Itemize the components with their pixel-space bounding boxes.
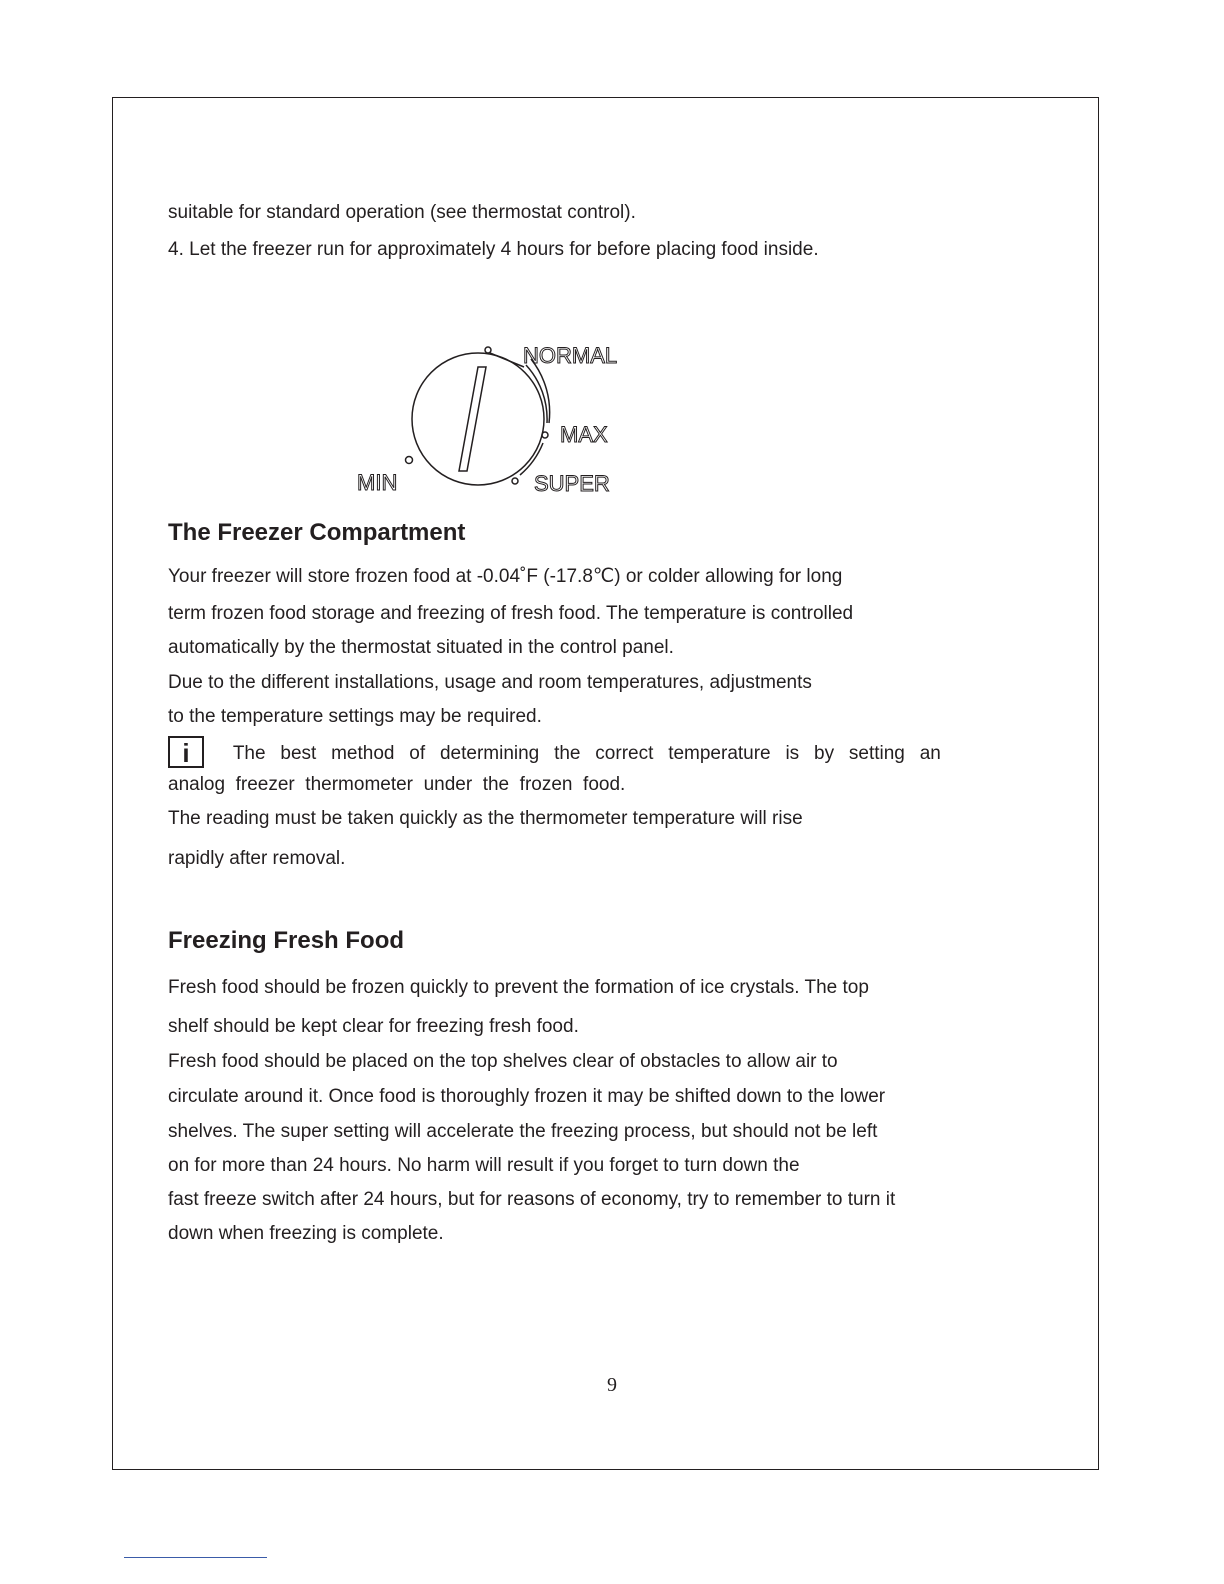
info-word: temperature: [668, 743, 771, 764]
info-line-2: analog freezer thermometer under the frozen food.: [168, 774, 626, 795]
normal-indicator-dot: [485, 347, 491, 353]
info-word: is: [785, 743, 800, 764]
intro-line-1: suitable for standard operation (see thermostat control).: [168, 202, 636, 223]
info-word: correct: [595, 743, 654, 764]
intro-line-2: 4. Let the freezer run for approximately 4 hours for before placing food inside.: [168, 239, 819, 260]
freezer-line-1: Your freezer will store frozen food at -0.04˚F (-17.8℃) or colder allowing for long: [168, 566, 843, 587]
page-number: 9: [607, 1374, 617, 1396]
freezer-line-2: term frozen food storage and freezing of fresh food. The temperature is controlled: [168, 603, 854, 624]
fresh-line-2: shelf should be kept clear for freezing fresh food.: [168, 1016, 579, 1037]
info-word: method: [331, 743, 395, 764]
super-label: SUPER: [534, 471, 610, 496]
freezer-line-5: to the temperature settings may be required.: [168, 706, 542, 727]
fresh-line-4: circulate around it. Once food is thoroughly frozen it may be shifted down to the lower: [168, 1086, 886, 1107]
info-icon: i: [168, 736, 204, 768]
dial-knob: [412, 353, 544, 485]
fresh-line-5: shelves. The super setting will accelerate the freezing process, but should not be left: [168, 1121, 878, 1142]
info-word: The: [232, 743, 266, 764]
info-word: best: [280, 743, 317, 764]
fresh-line-1: Fresh food should be frozen quickly to prevent the formation of ice crystals. The top: [168, 977, 869, 998]
normal-label: NORMAL: [523, 343, 618, 368]
freezer-line-3: automatically by the thermostat situated in the control panel.: [168, 637, 674, 658]
freezer-after-line-2: rapidly after removal.: [168, 848, 346, 869]
fresh-line-3: Fresh food should be placed on the top shelves clear of obstacles to allow air to: [168, 1051, 838, 1072]
fresh-line-6: on for more than 24 hours. No harm will result if you forget to turn down the: [168, 1155, 800, 1176]
footer-rule: [124, 1557, 267, 1558]
normal-leader-line: [490, 353, 524, 367]
info-note: [168, 738, 941, 770]
freezer-compartment-heading: The Freezer Compartment: [168, 519, 466, 546]
freezer-line-4: Due to the different installations, usage and room temperatures, adjustments: [168, 672, 812, 693]
fresh-line-8: down when freezing is complete.: [168, 1223, 444, 1244]
freezer-after-line-1: The reading must be taken quickly as the thermometer temperature will rise: [168, 808, 803, 829]
min-label: MIN: [357, 470, 398, 495]
dial-pointer: [459, 367, 486, 471]
info-word: by: [814, 743, 835, 764]
max-indicator-dot: [542, 432, 548, 438]
max-label: MAX: [560, 422, 608, 447]
super-indicator-dot: [512, 478, 518, 484]
info-word: determining: [439, 743, 540, 764]
info-word: of: [409, 743, 426, 764]
thermostat-dial-diagram: [350, 335, 640, 500]
info-word: setting: [848, 743, 905, 764]
freezing-fresh-food-heading: Freezing Fresh Food: [168, 927, 405, 954]
info-word: an: [919, 743, 941, 764]
min-indicator-dot: [406, 457, 413, 464]
info-word: the: [554, 743, 581, 764]
fresh-line-7: fast freeze switch after 24 hours, but for reasons of economy, try to remember to turn it: [168, 1189, 896, 1210]
